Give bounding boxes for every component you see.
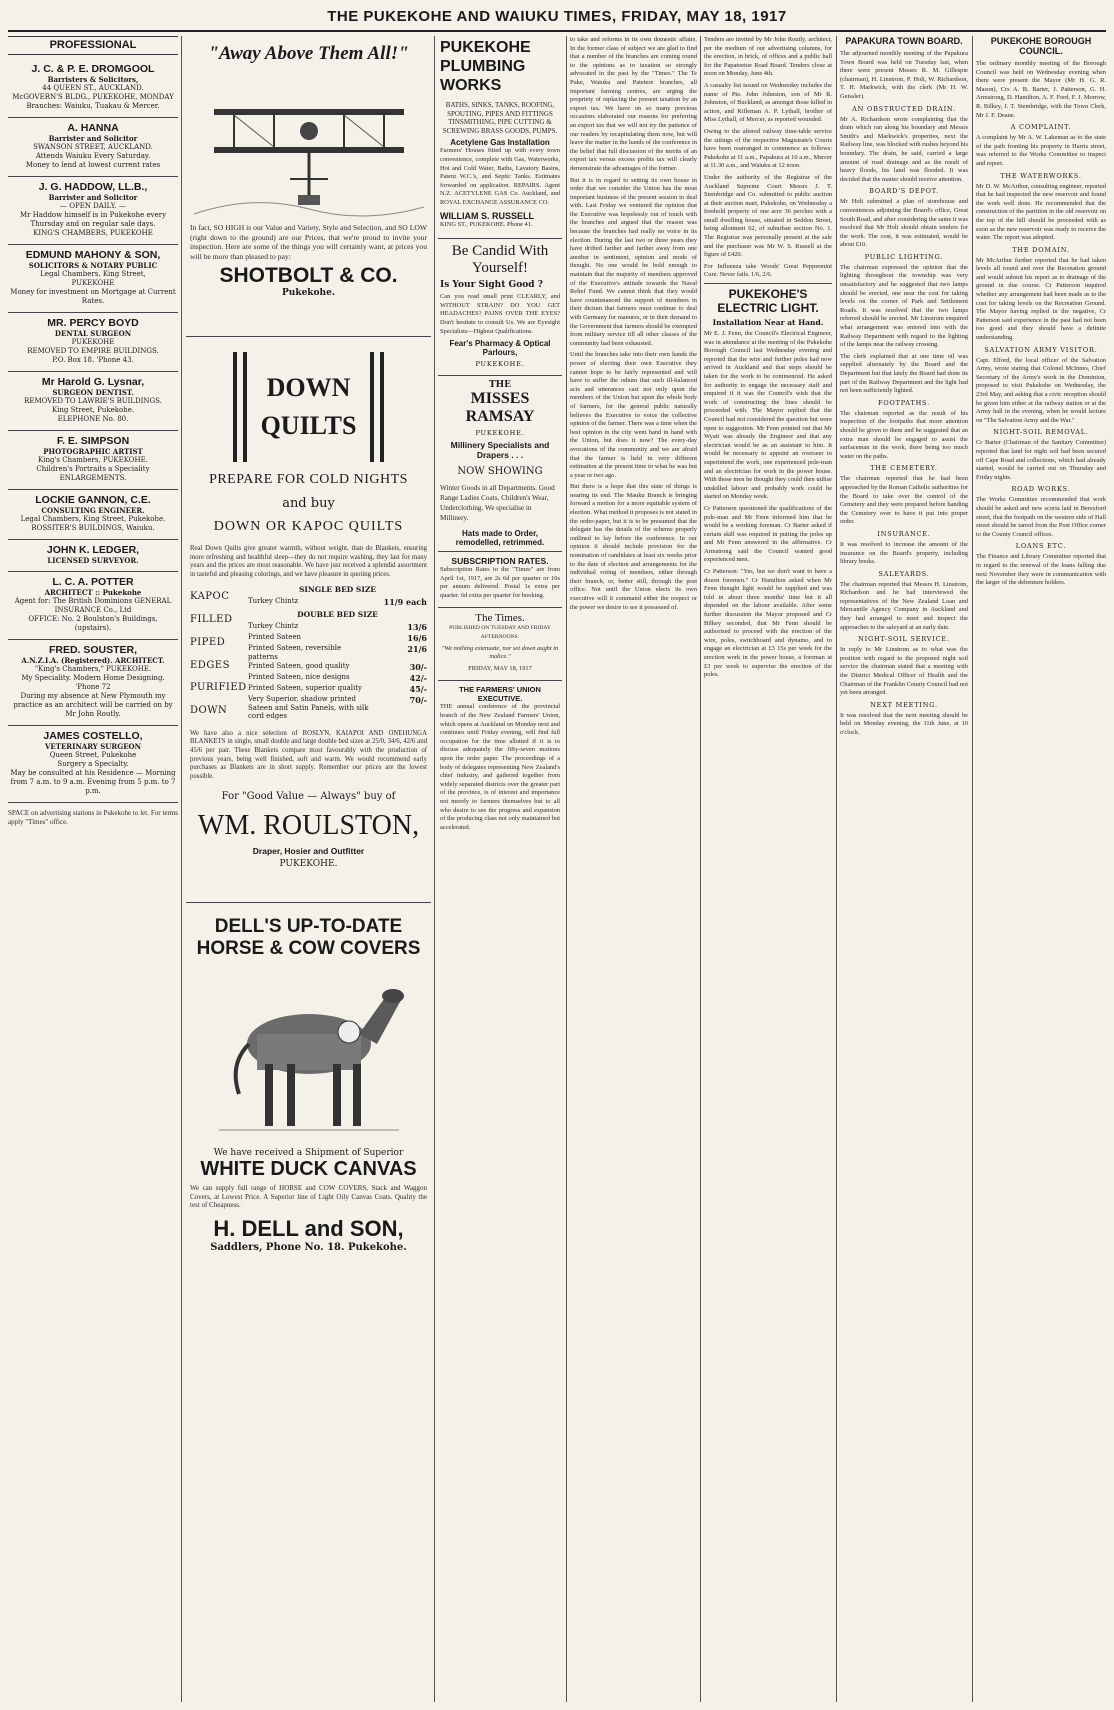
professional-name: JAMES COSTELLO,	[43, 730, 143, 742]
council-sub-3: THE DOMAIN.	[1012, 245, 1070, 254]
dell-advert	[186, 903, 431, 1258]
professional-name: J. G. HADDOW, LL.B.,	[38, 181, 148, 193]
roulston-quilts-advert	[186, 337, 431, 903]
papakura-para-9: The chairman reported that Messrs H. Linstrom, Richardson and he had interviewed the representatives of the New Zealand Loan and Mercantile Agency Company in Auckland and they had arranged to meet and inspect the approaches to the saleyard at an early date.	[840, 580, 968, 631]
professional-line: Legal Chambers, King Street, Pukekohe.	[20, 515, 166, 523]
dell-received: We have received a Shipment of Superior	[213, 1148, 404, 1158]
sight-body: Can you read small print CLEARLY, and WITHOUT STRAIN? DO YOU GET HEADACHES? PAINS OVER THE EYES? Don't hesitate to consult Us. We are Eyesight Specialists—Highest Qualifications.	[440, 293, 560, 335]
professional-line: King Street, Pukekohe.	[51, 406, 135, 414]
times-nameplate	[438, 608, 562, 681]
electric-para-3: Cr Patterson: "Yes, but we don't want to have a dozen foremen." Cr Hamilton asked when Mr Fenn thought light would be supplied and was told in about three months' time but it all depended on the labour available. After some further discussion the Mayor proposed and Cr Bilkey seconded, that Mr Fenn should be authorised to proceed with the erection of the wire, poles, switchboard and dynamo, and to engage an electrician at £3 15s per week for the erection work in the power house, a foreman at £3 per week to supervise the erection of the poles.	[704, 568, 832, 679]
professional-card	[8, 372, 178, 431]
shotbolt-advert	[186, 36, 431, 337]
professional-line: Queen Street, Pukekohe	[49, 751, 137, 759]
acetylene-heading: Acetylene Gas Installation	[450, 138, 550, 148]
quilt-type-label: KAPOC	[190, 591, 230, 603]
dateline: FRIDAY, MAY 18, 1917	[468, 664, 532, 672]
papakura-heading: PAPAKURA TOWN BOARD.	[845, 36, 963, 46]
news-auction: Under the authority of the Registrar of the Auckland Supreme Court Messrs J. T. Stembridge and Co. submitted to public auction at their auction mart, Pukekohe, on Wednesday a freehold property of one acre 36 perches with a small dwelling house, situated in Seddon Street, being allotment 62, of suburban section No. 1. The Registrar was personally present at the sale and the purchaser was Mr W. S. Russell at the figure of £420.	[704, 173, 832, 259]
electric-light-heading: PUKEKOHE'S ELECTRIC LIGHT.	[717, 287, 819, 316]
editorial-para-4: But there is a hope that this state of things is nearing its end. The Mauku Branch is bringing forward a motion for a more equitable system of election. What method it proposes is not stated in the order-paper, but it is to be presumed that the delegate has the details of the scheme properly outlined to lay before the conference. In our opinion it should include provision for the nomination of candidates at least six weeks prior to the date of election and arrangements for the individual voting of members, either through their branch, or, better still, through the post office. Not until the Union elects its own executive will it command either the respect or the power we desire to see it possessed of.	[570, 483, 697, 611]
shotbolt-town: Pukekohe.	[282, 288, 335, 299]
professional-line: CONSULTING ENGINEER.	[41, 506, 145, 515]
professional-line: REMOVED TO EMPIRE BUILDINGS.	[27, 347, 159, 355]
plumbing-services: BATHS, SINKS, TANKS, ROOFING, SPOUTING, PIPES AND FITTINGS TINSMITHING, PIPE CUTTING & SCREWING BRASS GOODS, PUMPS.	[442, 101, 558, 135]
farmers-union-article	[438, 681, 562, 839]
fear-pharmacy-advert	[438, 239, 562, 376]
council-sub-2: THE WATERWORKS.	[1000, 171, 1082, 180]
biplane-illustration	[194, 69, 424, 219]
candid-headline: Be Candid With Yourself!	[451, 243, 549, 277]
quilt-type-label: PIPED	[190, 636, 226, 648]
plumbing-owner: WILLIAM S. RUSSELL	[440, 210, 534, 221]
professional-card	[8, 490, 178, 540]
prepare-line: PREPARE FOR COLD NIGHTS	[209, 472, 408, 487]
column-divider	[836, 36, 837, 1702]
professional-line: Legal Chambers, King Street,	[40, 270, 146, 278]
quilt-price-row	[248, 633, 427, 643]
council-para-1: The ordinary monthly meeting of the Borough Council was held on Wednesday evening when there were present the Mayor (Mr H. G. R. Mason), Crs A. B. Barter, J. Patterson, G. H. Armstrong, D. Hamilton, A. F. Ford, F. J. Morrow, R. Bilkey, J. T. Stembridge, with the Town Clerk, Mr J. F. Deane.	[976, 60, 1106, 119]
professional-name: EDMUND MAHONY & SON,	[25, 249, 161, 261]
quilt-description: Turkey Chintz	[248, 622, 299, 631]
professional-line: Barristers & Solicitors,	[47, 75, 139, 84]
news-influenza: For Influenza take Woods' Great Peppermint Cure. Never fails. 1/6, 2/6.	[704, 263, 832, 284]
plumbing-title-3: WORKS	[440, 77, 502, 94]
dell-headline-2: HORSE & COW COVERS	[196, 938, 421, 959]
professional-line: Money for investment on Mortgage at Current Rates.	[10, 288, 176, 305]
council-para-2: A complaint by Mr A. W. Lakeman as to the state of the path fronting his property in Harris street, was referred to the Works Committee to inspect and report.	[976, 134, 1106, 167]
papakura-para-8: It was resolved to increase the amount of the insurance on the Board's property, including library books.	[840, 540, 968, 566]
papakura-sub-4: FOOTPATHS.	[878, 398, 930, 407]
quilts-title-2: QUILTS	[260, 411, 357, 440]
fear-town: PUKEKOHE.	[475, 360, 525, 369]
quilt-price: 21/6	[407, 644, 427, 655]
good-value-line: For "Good Value — Always" buy of	[221, 791, 396, 803]
professional-name: Mr Harold G. Lysnar,	[41, 376, 145, 388]
quilt-price: 16/6	[407, 633, 427, 644]
professional-card	[8, 59, 178, 118]
professional-name: JOHN K. LEDGER,	[46, 544, 140, 556]
papakura-sub-3: PUBLIC LIGHTING.	[864, 252, 944, 261]
column-divider	[972, 36, 973, 1702]
column-4	[570, 36, 697, 1704]
plumbing-title-1: PUKEKOHE	[440, 39, 531, 56]
white-duck-heading: WHITE DUCK CANVAS	[200, 1158, 417, 1180]
professional-card	[8, 118, 178, 177]
professional-name: LOCKIE GANNON, C.E.	[35, 494, 151, 506]
professional-line: ROSSITER'S BUILDINGS, Waiuku.	[31, 524, 155, 532]
professional-name: FRED. SOUSTER,	[48, 644, 138, 656]
professional-line: My Speciality. Modern Home Designing. 'Phone 72	[21, 674, 165, 691]
professional-line: Branches: Waiuku, Tuakau & Mercer.	[26, 102, 160, 110]
papakura-sub-9: NEXT MEETING.	[870, 700, 938, 709]
dell-name: H. DELL and SON,	[213, 1215, 404, 1241]
professional-line: P.O. Box 18. 'Phone 43.	[52, 356, 134, 364]
column-divider	[700, 36, 701, 1702]
editorial-para-1: to take and reforms in its own domestic affairs. In the former class of subject we are glad to find that a number of the branches are coming round to the opinions as to taxation so strongly advocated in the past by the "Times." The Te Puke, Waiuku and Patetere branches, all important farming centres, are urging the propriety of replacing the present taxation by an export tax. We have on so many previous occasions elaborated our reasons for preferring an export tax that we will not try the patience of our readers by recapitulating them now, but will leave the matter in the hands of the conference in the belief that full discussion of the merits of an export tax versus excess profits tax will clearly demonstrate the advantages of the former.	[570, 36, 697, 172]
professional-line: A.N.Z.I.A. (Registered). ARCHITECT.	[21, 656, 165, 665]
papakura-para-5: The clerk explained that at one time oil was supplied alternately by the Board and the Department but that lately the Board had done its part of the Railway Department and the light had not been sufficiently lighted.	[840, 352, 968, 395]
professional-card	[8, 431, 178, 490]
professional-line: — OPEN DAILY. —	[60, 202, 126, 210]
professional-line: Barrister and Solicitor	[48, 193, 138, 202]
fear-name: Fear's Pharmacy & Optical Parlours,	[449, 339, 551, 358]
blankets-text: We have also a nice selection of ROSLYN, KAIAPOI AND ONEHUNGA BLANKETS in single, small double and large double bed sizes at 25/0, 34/6, 42/6 and 45/6 per pair. These Blankets compare most favourably with the production of previous years, being well finished, soft and warm. We would recommend early purchases as Blankets are in short supply. Remember our prices are the lowest possible.	[190, 729, 427, 780]
papakura-para-2: Mr A. Richardson wrote complaining that the drain which ran along his boundary and Messrs Smith's and Markwick's properties, next the Railway line, was blocked with rushes beyond his boundary. The drain, he said, carried a large amount of road drainage and as the result of heavy floods, his land was flooded. It was decided that the matter should receive attention.	[840, 115, 968, 183]
professional-name: A. HANNA	[67, 122, 119, 134]
professional-name: L. C. A. POTTER	[52, 576, 134, 588]
professional-line: VETERINARY SURGEON	[44, 742, 142, 751]
professional-line: DENTAL SURGEON	[54, 329, 132, 338]
advert-headline: "Away Above Them All!"	[208, 43, 409, 64]
shotbolt-name: SHOTBOLT & CO.	[219, 264, 398, 288]
quilt-description: Printed Sateen, superior quality	[248, 684, 362, 693]
professional-line: Mr Haddow himself is in Pukekohe every Thursday and on regular sale days.	[19, 211, 167, 228]
council-para-4: Mr McArthur further reported that he had taken levels all round and over the Recreation ground and would submit his report as to drainage of the ground in due course. Cr Patterson inquired whether any arrangement had been made as to the cost for taking levels on the Recreation Ground. The Mayor having replied in the negative, Cr Patterson said experience in the past had not been too good and they should have a definite understanding.	[976, 256, 1106, 342]
quilt-price-row	[248, 684, 427, 694]
professional-line: Barrister and Solicitor	[48, 134, 138, 143]
papakura-para-10: In reply to Mr Linstrom as to what was the position with regard to the proposed night soil service the chairman stated that a meeting with the District Medical Officer of Health and the Chairman of the Franklin County Council had not yet been arranged.	[840, 646, 968, 697]
professional-line: "King's Chambers," PUKEKOHE.	[34, 665, 152, 673]
quilt-price-row	[248, 673, 427, 683]
column-7	[976, 36, 1106, 1704]
quilt-description: Turkey Chintz	[248, 597, 299, 606]
subscription-body: Subscription Rates to the "Times" are from April 1st, 1917, are 2s 6d per quarter or 10s per annum delivered. Postal 1s extra per quarter. 6d extra per quarter for booking.	[440, 566, 560, 599]
council-sub-5: NIGHT-SOIL REMOVAL.	[993, 428, 1089, 437]
subscription-section	[438, 552, 562, 608]
professional-line: ELEPHONE No. 80.	[57, 415, 129, 423]
showing-body: Winter Goods in all Departments. Good Range Ladies Coats, Children's Wear, Underclothing. We specialise in Millinery.	[440, 484, 555, 523]
news-casualty: A casualty list issued on Wednesday includes the name of Pte. John Johnston, son of Mr R. Johnston, of Buckland, as amongst those killed in action, and Rifleman A. P. Lythall, brother of Miss Lythall, of Mercer, as reported wounded.	[704, 81, 832, 124]
papakura-sub-7: SALEYARDS.	[878, 569, 930, 578]
borough-council-heading: PUKEKOHE BOROUGH COUNCIL.	[990, 36, 1092, 56]
council-para-8: The Finance and Library Committee reported that in regard to the renewal of the loans falling due next November they were in communication with the larger of the debenture holders.	[976, 553, 1106, 587]
professional-card	[8, 572, 178, 640]
professional-line: Attends Waiuku Every Saturday.	[35, 152, 151, 160]
papakura-sub-6: INSURANCE.	[877, 529, 931, 538]
double-bed-heading: DOUBLE BED SIZE	[297, 610, 378, 620]
dell-headline-1: DELL'S UP-TO-DATE	[214, 916, 403, 937]
professional-line: SURGEON DENTIST.	[52, 388, 134, 397]
hats-line: Hats made to Order, remodelled, retrimmed.	[455, 529, 545, 548]
acetylene-body: Farmers' Houses fitted up with every town convenience, complete with Gas, Waterworks, Hot and Cold Water, Baths, Lavatory Basins, Patent W.C.'s, and Septic Tanks. Estimates forwarded on application. REPAIRS. Agent N.Z. ACETYLENE GAS Co. Auckland, and ROYAL EXCHANGE ASSURANCE CO.	[440, 147, 560, 206]
professional-line: Money to lend at lowest current rates	[25, 161, 161, 169]
professional-line: Agent for: The British Dominions GENERAL INSURANCE Co., Ltd	[14, 597, 172, 614]
electric-para-1: Mr E. J. Fenn, the Council's Electrical Engineer, was in attendance at the meeting of the Pukekohe Borough Council last Wednesday evening and reported that the wire and further poles had now arrived in Auckland and that steps should be taken for the work to be commenced. He asked for authority to engage the necessary staff and enquired if it was the Council's wish that the work of constructing the lines should be proceeded with. The Mayor replied that the Council had not considered the question but were open to suggestion. Mr Fenn pointed out that Mr Wyatt was already the Engineer and that any electrician would be as an assistant to him. It would be necessary to appoint an overseer to superintend the work, one experienced pole-man and an electrician for work in the power house. With those men he thought they could then utilise unskilled labour and probably work could be started on Monday week.	[704, 330, 832, 501]
ramsay-name: MISSES RAMSAY	[465, 390, 535, 426]
quilt-price-row	[248, 597, 427, 607]
quilt-price: 42/-	[409, 673, 427, 684]
column-3	[438, 36, 562, 1704]
quilt-price: 45/-	[409, 684, 427, 695]
column-divider	[566, 36, 567, 1702]
quilt-price-row	[248, 622, 427, 632]
council-sub-4: SALVATION ARMY VISITOR.	[984, 345, 1098, 354]
masthead-rule	[8, 30, 1106, 32]
union-heading: THE FARMERS' UNION EXECUTIVE.	[459, 685, 541, 704]
professional-card	[8, 726, 178, 803]
and-buy-line: and buy	[282, 496, 335, 511]
plumbing-address: KING ST., PUKEKOHE. Phone 41.	[440, 220, 533, 228]
papakura-para-11: It was resolved that the next meeting should be held on Monday evening, the 11th June, at 10 o'clock.	[840, 711, 968, 736]
shotbolt-body: In fact, SO HIGH is our Value and Variety, Style and Selection, and SO LOW (right down to the ground) are our Prices, that we're proud to invite your inspection. Here are some of the things you will certainly want, at prices you will be more than pleased to pay:	[190, 223, 427, 261]
quilt-description: Printed Sateen, good quality	[248, 662, 350, 671]
professional-line: Children's Portraits a Speciality	[36, 465, 150, 473]
dell-footer: Saddlers, Phone No. 18. Pukekohe.	[210, 1241, 407, 1253]
editorial-para-3: Until the branches take into their own hands the power of electing their own Executive they cannot hope to be fairly represented and will have to suffer the odium that such ill-balanced acts and utterances cast not only upon the members of the Union but upon the whole body of farmers, for the general public naturally believes the Executive to voice the collective opinion of the farmer. There was a time when the best opinion in the city went hand in hand with the Union, but does it now? The every-day avocations of the community and we are afraid that the farmer is held in very different estimation at the present time to what he was but a year or two ago.	[570, 351, 697, 479]
professional-line: SOLICITORS & NOTARY PUBLIC	[28, 261, 158, 270]
professional-name: J. C. & P. E. DROMGOOL	[31, 63, 155, 75]
quilt-type-label: FILLED	[190, 614, 233, 625]
professional-line: PUKEKOHE	[71, 338, 115, 346]
ramsay-the: THE	[488, 380, 512, 391]
professional-line: OFFICE: No. 2 Boulston's Buildings, (upstairs).	[28, 615, 158, 632]
council-sub-7: LOANS ETC.	[1015, 542, 1067, 551]
papakura-sub-1: AN OBSTRUCTED DRAIN.	[852, 104, 956, 113]
council-sub-1: A COMPLAINT.	[1010, 123, 1072, 132]
advertisement-column	[186, 36, 431, 1704]
council-para-5: Capt. Elford, the local officer of the Salvation Army, wrote stating that Colonel McInnes, Chief Secretary of the Army's work in the Dominion, proposed to visit Pukekohe on Wednesday, the 23rd May, and asking that a civic reception should be given him either at the railway station or at the Army hall in the evening, when he would lecture on "The Salvation Army and the War."	[976, 356, 1106, 424]
papakura-para-3: Mr Holt submitted a plan of storehouse and conveniences adjoining the Board's office, Great South Road, and after considering the same it was resolved that Mr Holt should obtain tenders for the work. The cost, it was estimated, would be about £10.	[840, 198, 968, 249]
masthead: THE PUKEKOHE AND WAIUKU TIMES, FRIDAY, MAY 18, 1917	[327, 8, 787, 25]
professional-line: REMOVED TO LAWRIE'S BUILDINGS.	[24, 397, 162, 405]
professional-heading: PROFESSIONAL	[8, 36, 178, 55]
professional-line: PHOTOGRAPHIC ARTIST	[43, 447, 143, 456]
roulston-trades: Draper, Hosier and Outfitter	[252, 846, 365, 857]
professional-card	[8, 313, 178, 372]
ramsay-town: PUKEKOHE.	[475, 429, 525, 438]
electric-light-subheading: Installation Near at Hand.	[712, 318, 824, 328]
published-line: PUBLISHED ON TUESDAY AND FRIDAY AFTERNOONS.	[449, 625, 551, 641]
professional-line: ARCHITECT :: Pukekohe	[44, 588, 142, 597]
quilt-price-row	[248, 695, 427, 721]
union-body: THE annual conference of the provincial branch of the New Zealand Farmers' Union, which opens at Auckland on Monday next and continues until Friday evening, will find full occupation for the time allotted if it is to discuss adequately the fifty-seven motions upon the order paper. The proceedings of a body of delegates representing New Zealand's chief industry, and gathered together from widely separated districts over the greater part of the province, is of interest and importance not merely to farmers themselves but to all who desire to see the progress and expansion of the producing class not only maintained but accelerated.	[440, 703, 560, 831]
quilt-price-row	[248, 662, 427, 672]
papakura-para-7: The chairman reported that he had been approached by the Roman Catholic authorities for the Board to take over the control of the Cemetery and they were prepared before handing the Cemetery over to have it put into proper order.	[840, 475, 968, 526]
quilts-banner	[190, 352, 427, 462]
plumbing-title-2: PLUMBING	[440, 58, 526, 75]
sight-question: Is Your Sight Good ?	[440, 280, 543, 291]
ramsay-advert	[438, 376, 562, 552]
papakura-sub-5: THE CEMETERY.	[870, 464, 938, 473]
quilts-body: Real Down Quilts give greater warmth, without weight, than do Blankets, ensuring more refreshing and healthful sleep—they do not require washing, they last for many years and the prices are most reasonable. We have just received a splendid assortment in tasteful and pleasing colorings, and we have pleasure in quoting prices.	[190, 545, 427, 578]
column-6	[840, 36, 968, 1704]
price-table	[190, 585, 427, 722]
news-tenders: Tenders are invited by Mr John Routly, architect, per the medium of our advertising columns, for the erection, in brick, of offices and a public hall for the Papatoetoe Road Board. Tenders close at noon on Monday, June 4th.	[704, 36, 832, 78]
professional-line: LICENSED SURVEYOR.	[47, 556, 139, 565]
professional-line: During my absence at New Plymouth my practice as an architect will be carried on by Mr John Routly.	[13, 692, 173, 718]
news-courts: Owing to the altered railway time-table service the sittings of the respective Magistrate's Courts have been rearranged to commence as follows: Pukekohe at 11 a.m., Papakura at 10 a.m., Mercer at 11.30 a.m., and Waiuku at 12 noon.	[704, 127, 832, 170]
motto: "We nothing extenuate, nor set down aught in malice."	[441, 644, 559, 661]
quilt-type-label: EDGES	[190, 659, 230, 671]
plumbing-advert	[438, 36, 562, 239]
quilt-description: Printed Sateen, nice designs	[248, 673, 350, 682]
space-notice: SPACE on advertising stations in Pukekohe to let. For terms apply "Times" office.	[8, 809, 178, 826]
horse-illustration	[209, 964, 409, 1144]
papakura-sub-2: BOARD'S DEPOT.	[869, 187, 939, 196]
professional-card	[8, 640, 178, 726]
professional-card	[8, 540, 178, 572]
subscription-heading: SUBSCRIPTION RATES.	[451, 556, 549, 567]
single-bed-heading: SINGLE BED SIZE	[298, 585, 377, 595]
professional-line: ENLARGEMENTS.	[59, 474, 127, 482]
column-divider	[434, 36, 435, 1702]
papakura-para-4: The chairman expressed the opinion that the lighting throughout the township was very unsatisfactory and he suggested that two lamps should be erected, one near the cost for taking levels on the corner of Park and Settlement Roads. It was resolved that the two lamps referred should be erected. Mr Linstrom enquired what arrangement was entered into with the Railway Department with regard to the lighting of the lamps near the railway crossing.	[840, 263, 968, 349]
quilt-price: 11/9 each	[383, 597, 427, 608]
column-5	[704, 36, 832, 1704]
council-para-3: Mr D. W. McArthur, consulting engineer, reported that he had inspected the new reservoir and found the work well done. He recommended that the construction of the partition in the old reservoir on the top of the hill should be proceeded with as soon as the new reservoir was ready to receive the water. The report was adopted.	[976, 182, 1106, 242]
professional-name: MR. PERCY BOYD	[47, 317, 139, 329]
quilt-type-label: PURIFIED	[190, 682, 247, 694]
millinery-line: Millinery Specialists and Drapers . . .	[450, 440, 550, 461]
council-para-7: The Works Committee recommended that work should be asked and new scoria laid in Beresford street, that the footpath on the western side of Hall street should be tarred from the Post Office corner to the County Council offices.	[976, 496, 1106, 538]
quilts-title-1: DOWN	[266, 373, 351, 402]
now-showing: NOW SHOWING	[457, 466, 543, 478]
professional-line: King's Chambers, PUKEKOHE.	[38, 456, 148, 464]
quilt-price: 13/6	[407, 622, 427, 633]
papakura-sub-8: NIGHT-SOIL SERVICE.	[858, 635, 950, 644]
professional-line: 44 QUEEN ST., AUCKLAND.	[42, 84, 144, 92]
professional-card	[8, 245, 178, 313]
professional-line: May be consulted at his Residence — Morning from 7 a.m. to 9 a.m. Evening from 5 p.m. to 7 p.m.	[10, 769, 176, 795]
column-divider	[181, 36, 182, 1702]
times-title: The Times.	[475, 612, 525, 625]
professional-column	[8, 36, 178, 1704]
electric-para-2: Cr Patterson questioned the qualifications of the pole-man and Mr Fenn informed him that he would be a working foreman. Cr Barter asked if certain skill was required in putting the poles up and Mr Fenn answered in the affirmative. Cr Armstrong said the Council wanted good experienced men.	[704, 504, 832, 564]
quilt-type-label: DOWN	[190, 705, 228, 716]
quilt-description: Printed Sateen	[248, 633, 302, 642]
papakura-para-1: The adjourned monthly meeting of the Papakura Town Board was held on Tuesday last, when there were present Messrs R. M. Gillespie (chairman), H. Linstrom, P. Holt, W. Richardson, T. H. Markwick, with the clerk (Mr H. W. Geissler).	[840, 50, 968, 100]
professional-line: PUKEKOHE	[71, 279, 115, 287]
council-sub-6: ROAD WORKS.	[1011, 485, 1071, 494]
quilt-description: Very Superior, shadow printed Sateen and Satin Panels, with silk cord edges	[248, 695, 369, 721]
professional-line: McGOVERN'S BLDG., PUKEKOHE, MONDAY	[12, 93, 174, 101]
council-para-6: Cr Barter (Chairman of the Sanitary Committee) reported that land for night soil had been secured off Cape Road and collections, which had already started, would be carried out on Thursday and Friday nights.	[976, 439, 1106, 481]
professional-line: Surgery a Specialty.	[57, 760, 129, 768]
roulston-name: WM. ROULSTON,	[197, 810, 420, 842]
quilt-description: Printed Sateen, reversible patterns	[248, 644, 342, 661]
papakura-para-6: The chairman reported as the result of his inspection of the footpaths that more attention should be given to them and he suggested that an extra man should be engaged to assist the surfaceman in the work, there being too much water on the paths.	[840, 409, 968, 460]
editorial-para-2: But it is in regard to setting its own house in order that we consider the Union has the most important business of the present session to deal with. Last Friday we ventured the opinion that the Executive was hopelessly out of touch with the branches and argued that the reason was because the branches had really no voice in its election. During the last two or three years they have drifted farther and farther away from one another in sentiment, opinion and mode of thought. No one would be bold enough to maintain that the majority of members approved of the Executive's attitude towards the Naval Relief Fund. We cannot think that they would have countenanced the support of members in their dictum that farmers must continue to deal with Germany for manures, or in their demand to the Government that farmers should be exempted from military service till all other classes of the community had been exhausted.	[570, 176, 697, 347]
quilt-price: 30/-	[409, 662, 427, 673]
professional-line: KING'S CHAMBERS, PUKEKOHE	[33, 229, 153, 237]
professional-line: SWANSON STREET, AUCKLAND.	[33, 143, 153, 151]
dell-body: We can supply full range of HORSE and COW COVERS, Stack and Waggon Covers, at Lowest Price. A Superior line of Light Oily Canvas Coats. Quality the test of Cheapness.	[190, 1184, 427, 1210]
down-kapoc-line: DOWN OR KAPOC QUILTS	[213, 519, 404, 534]
roulston-town: PUKEKOHE.	[279, 859, 338, 870]
quilt-price-row	[248, 644, 427, 661]
professional-card	[8, 177, 178, 245]
professional-name: F. E. SIMPSON	[56, 435, 130, 447]
quilt-price: 70/-	[409, 695, 427, 706]
